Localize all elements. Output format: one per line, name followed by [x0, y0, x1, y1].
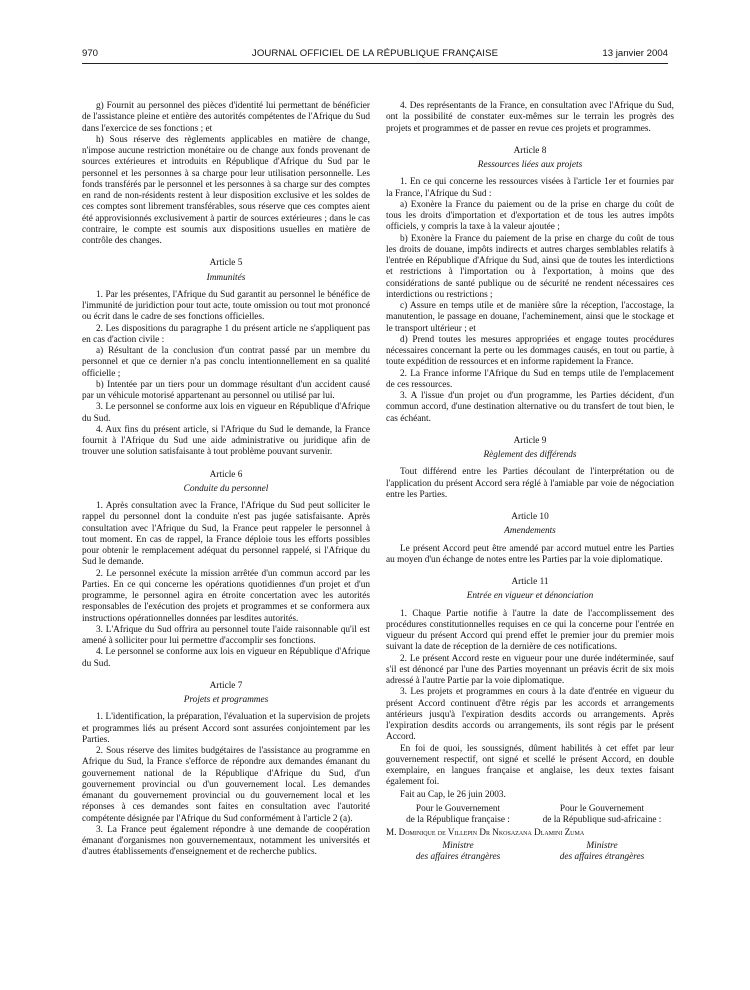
article-8-subtitle: Ressources liées aux projets	[477, 160, 583, 170]
paragraph: 1. Chaque Partie notifie à l'autre la date de l'accomplissement des procédures constitutionnelles requises en ce qui la concerne pour l'entrée en vigueur du présent Accord qui prend effet le premier jour du premier mois suivant la date de réception de la dernière de ces notifications.	[386, 608, 674, 653]
paragraph: 4. Aux fins du présent article, si l'Afrique du Sud le demande, la France fournit à l'Afrique du Sud une aide administrative ou juridique afin de trouver une solution satisfaisante à tout problème pouvant survenir.	[82, 424, 370, 458]
header-rule	[82, 63, 668, 64]
paragraph: 2. Le personnel exécute la mission arrêtée d'un commun accord par les Parties. En ce qui concerne les opérations quotidiennes d'un projet et d'un programme, le personnel agira en étroite concertation avec les autorités responsables de l'exécution des projets et programmes et se conformera aux instructions opérationnelles données par lesdites autorités.	[82, 568, 370, 624]
paragraph: c) Assure en temps utile et de manière sûre la réception, l'accostage, la manutention, le passage en douane, l'acheminement, ainsi que le stockage et le transport ultérieur ; et	[386, 301, 674, 334]
paragraph: Le présent Accord peut être amendé par accord mutuel entre les Parties au moyen d'un échange de notes entre les Parties par la voie diplomatique.	[386, 543, 674, 565]
paragraph: 1. Par les présentes, l'Afrique du Sud garantit au personnel le bénéfice de l'immunité de juridiction pour tout acte, toute omission ou tout mot prononcé ou écrit dans le cadre de ses fonctions officielles.	[82, 289, 370, 323]
title-france	[386, 841, 530, 864]
paragraph: 2. Les dispositions du paragraphe 1 du présent article ne s'appliquent pas en cas d'action civile :	[82, 323, 370, 345]
done-at-line: Fait au Cap, le 26 juin 2003.	[400, 789, 506, 800]
article-6-heading: Article 6	[209, 469, 243, 480]
article-10-subtitle: Amendements	[504, 526, 556, 537]
page-header	[82, 48, 668, 62]
sig-title: des affaires étrangères	[415, 851, 501, 862]
article-6-subtitle: Conduite du personnel	[183, 483, 269, 494]
paragraph: 2. La France informe l'Afrique du Sud en temps utile de l'emplacement de ces ressources.	[386, 368, 674, 390]
paragraph: 4. Des représentants de la France, en consultation avec l'Afrique du Sud, ont la possibilité de constater eux-mêmes sur le terrain les progrès des projets et programmes et de passer en revue ces projets et programmes.	[386, 101, 674, 134]
paragraph: Tout différend entre les Parties découlant de l'interprétation ou de l'application du présent Accord sera réglé à l'amiable par voie de négociation entre les Parties.	[386, 467, 674, 500]
paragraph: 2. Sous réserve des limites budgétaires de l'assistance au programme en Afrique du Sud, la France s'efforce de répondre aux demandes émanant du gouvernement national de la République d'Afrique du Sud, d'un gouvernement provincial ou d'un gouvernement local. Les demandes émanant du gouvernement provincial ou du gouvernement local et les réponses à ces demandes sont faites en consultation avec l'autorité compétente désignée par l'Afrique du Sud conformément à l'article 2 (a).	[82, 746, 370, 824]
signature-south-africa	[530, 804, 674, 827]
paragraph: En foi de quoi, les soussignés, dûment habilités à cet effet par leur gouvernement respectif, ont signé et scellé le présent Accord, en double exemplaire, en langues française et anglaise, les deux textes faisant également foi.	[386, 743, 674, 788]
article-9-heading: Article 9	[513, 435, 547, 446]
paragraph: b) Intentée par un tiers pour un dommage résultant d'un accident causé par un véhicule motorisé appartenant au personnel ou utilisé par lui.	[82, 379, 370, 401]
sig-label: Pour le Gouvernement	[415, 803, 501, 814]
article-11-subtitle: Entrée en vigueur et dénonciation	[466, 591, 594, 602]
paragraph: a) Exonère la France du paiement ou de la prise en charge du coût de tous les droits d'importation et d'exportation et de tous les autres impôts officiels, y compris la taxe à la valeur ajoutée ;	[386, 199, 674, 233]
paragraph: 2. Le présent Accord reste en vigueur pour une durée indéterminée, sauf s'il est dénoncé par l'une des Parties moyennant un préavis écrit de six mois adressé à l'autre Partie par la voie diplomatique.	[386, 653, 674, 686]
paragraph: g) Fournit au personnel des pièces d'identité lui permettant de bénéficier de l'assistance pleine et entière des autorités compétentes de l'Afrique du Sud dans l'exercice de ses fonctions ; et	[82, 101, 370, 134]
paragraph: d) Prend toutes les mesures appropriées et engage toutes procédures nécessaires concernant la perte ou les dommages causés, en tout ou partie, à toute expédition de ressources et en informe rapidement la France.	[386, 334, 674, 368]
signatory-titles	[386, 841, 674, 864]
sig-title: des affaires étrangères	[559, 851, 645, 862]
paragraph: h) Sous réserve des règlements applicables en matière de change, n'impose aucune restriction monétaire ou de change aux fonds provenant de sources extérieures et introduits en République d'Afrique du Sud par le personnel et les personnes à sa charge pour leur utilisation personnelle. Les fonds transférés par le personnel et les personnes à sa charge sur des comptes en rand de non-résidents restent à leur disposition exclusive et les soldes de ces comptes sont librement transférables, sous réserve que ces comptes aient été approvisionnés exclusivement à partir de sources extérieures ; dans le cas contraire, le compte est soumis aux dispositions usuelles en matière de contrôle des changes.	[82, 134, 370, 246]
article-9-subtitle: Règlement des différends	[483, 450, 577, 460]
paragraph: 3. La France peut également répondre à une demande de coopération émanant d'organismes non gouvernementaux, notamment les universités et d'autres établissements d'enseignement et de recherche publics.	[82, 824, 370, 858]
paragraph: 3. Le personnel se conforme aux lois en vigueur en République d'Afrique du Sud.	[82, 402, 370, 424]
journal-title: JOURNAL OFFICIEL DE LA RÉPUBLIQUE FRANÇAISE	[251, 48, 499, 59]
page-number: 970	[82, 48, 99, 59]
article-7-subtitle: Projets et programmes	[183, 695, 269, 705]
title-south-africa	[530, 841, 674, 864]
article-5-subtitle: Immunités	[206, 272, 246, 283]
sig-title: Ministre	[586, 840, 618, 851]
sig-label: Pour le Gouvernement	[559, 803, 645, 814]
signature-france	[386, 804, 530, 827]
article-10-heading: Article 10	[511, 512, 549, 522]
right-column	[386, 101, 674, 863]
paragraph: b) Exonère la France du paiement de la prise en charge du coût de tous les droits de douane, impôts indirects et autres charges semblables relatifs à l'entrée en République d'Afrique du Sud, ainsi que de toutes les interdictions et restrictions à l'importation ou à l'exportation, à moins que des considérations de santé publique ou de sécurité ne rendent nécessaires ces interdictions ou restrictions ;	[386, 233, 674, 300]
article-5-heading: Article 5	[209, 258, 243, 269]
paragraph: 1. En ce qui concerne les ressources visées à l'article 1er et fournies par la France, l'Afrique du Sud :	[386, 177, 674, 199]
paragraph: 3. L'Afrique du Sud offrira au personnel toute l'aide raisonnable qu'il est amené à solliciter pour lui permettre d'accomplir ses fonctions.	[82, 624, 370, 646]
article-8-heading: Article 8	[513, 145, 547, 156]
paragraph: 3. Les projets et programmes en cours à la date d'entrée en vigueur du présent Accord continuent d'être régis par les accords et arrangements antérieurs jusqu'à l'expiration desdits accords ou arrangements. Après l'expiration desdits accords ou arrangements, ils sont régis par le présent Accord.	[386, 687, 674, 743]
issue-date: 13 janvier 2004	[602, 48, 668, 59]
paragraph: 1. L'identification, la préparation, l'évaluation et la supervision de projets et programmes liés au présent Accord sont assurées conjointement par les Parties.	[82, 712, 370, 745]
paragraph: 3. A l'issue d'un projet ou d'un programme, les Parties décident, d'un commun accord, d'une destination alternative ou du transfert de tout bien, le cas échéant.	[386, 391, 674, 424]
paragraph: 1. Après consultation avec la France, l'Afrique du Sud peut solliciter le rappel du personnel dont la conduite n'est pas jugée satisfaisante. Après consultation avec l'Afrique du Sud, la France peut rappeler le personnel à tout moment. En cas de rappel, la France déploie tous les efforts possibles pour obtenir le remplacement adéquat du personnel rappelé, si l'Afrique du Sud le demande.	[82, 501, 370, 568]
signatory-names: M. Dominique de Villepin Dr Nkosazana Dlamini Zuma	[386, 827, 585, 838]
paragraph: a) Résultant de la conclusion d'un contrat passé par un membre du personnel et que ce dernier n'a pas conclu intentionnellement en sa qualité officielle ;	[82, 346, 370, 379]
sig-title: Ministre	[442, 840, 474, 851]
paragraph: 4. Le personnel se conforme aux lois en vigueur en République d'Afrique du Sud.	[82, 647, 370, 669]
left-column	[82, 101, 370, 859]
signature-block	[386, 804, 674, 827]
article-7-heading: Article 7	[209, 680, 243, 691]
sig-label: de la République sud-africaine :	[542, 815, 662, 825]
article-11-heading: Article 11	[511, 577, 549, 587]
sig-label: de la République française :	[406, 815, 510, 825]
